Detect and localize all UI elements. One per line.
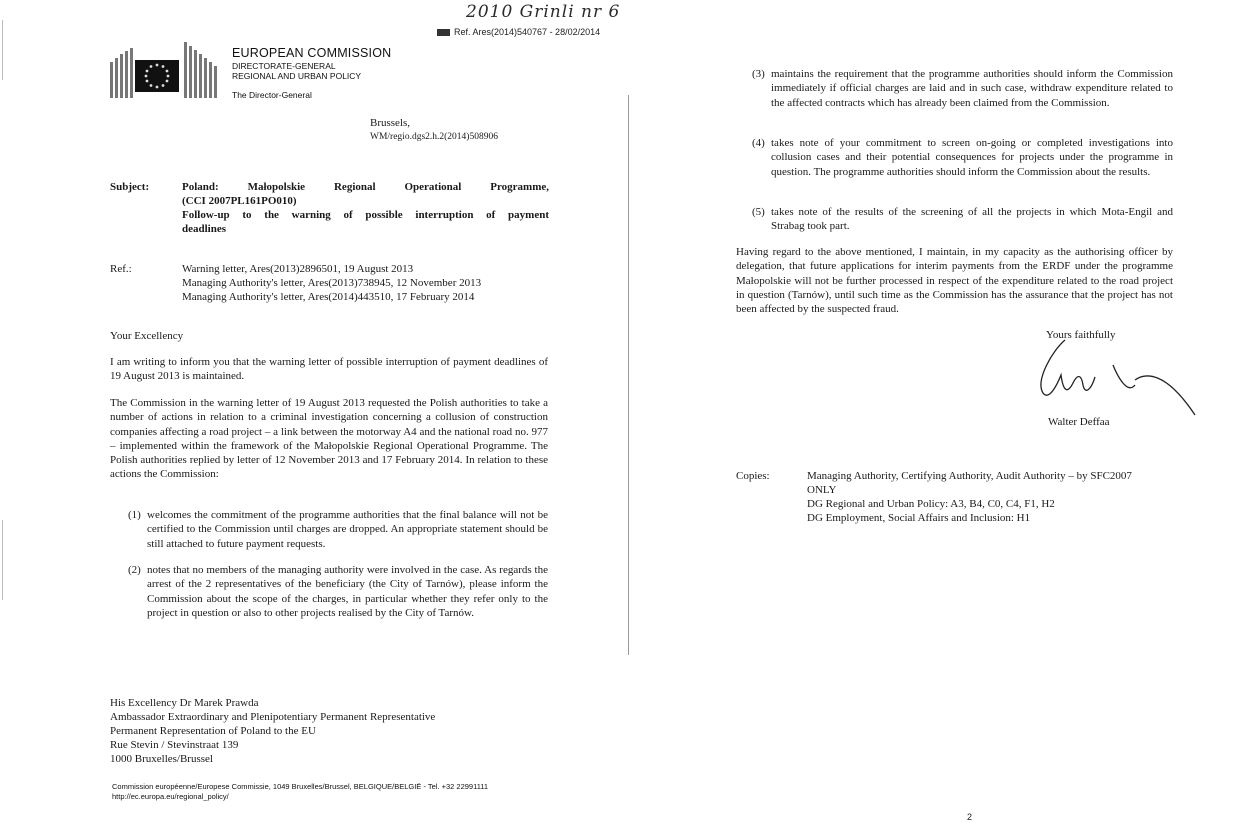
- internal-reference: WM/regio.dgs2.h.2(2014)508906: [370, 132, 498, 142]
- item-number: (1): [128, 509, 141, 521]
- item-text: takes note of your commitment to screen on-going or completed investigations into collusion cases and their potential consequences for projects under the programme in question. The programme authorities should inform the Commission about the results.: [771, 137, 1173, 178]
- item-text: takes note of the results of the screening of all the projects in which Mota-Engil and Strabag took part.: [771, 206, 1173, 233]
- addressee-line: Ambassador Extraordinary and Plenipotentiary Permanent Representative: [110, 711, 436, 723]
- page-divider: [628, 95, 629, 655]
- addressee-line: Permanent Representation of Poland to the EU: [110, 725, 316, 737]
- signoff: Yours faithfully: [1046, 329, 1116, 341]
- closing-paragraph: Having regard to the above mentioned, I maintain, in my capacity as the authorising officer by delegation, that future applications for interim payments from the ERDF under the programme Małopolskie will not be further processed in respect of the expenditure related to the road project in question (Tarnów), until such time as the Commission has the assurance that the project has not been affected by the suspected fraud.: [736, 246, 1173, 316]
- item-number: (3): [752, 68, 765, 80]
- ref-label: Ref.:: [110, 263, 132, 275]
- footer-address: Commission européenne/Europese Commissie, 1049 Bruxelles/Brussel, BELGIQUE/BELGIË - Tel. +32 22991111: [112, 782, 489, 791]
- handwritten-signature: [1035, 335, 1205, 420]
- ares-reference: [437, 27, 600, 37]
- item-text: maintains the requirement that the programme authorities should inform the Commission immediately if official charges are laid and in such case, withdraw expenditure related to the affected contracts which has already been claimed from the Commission.: [771, 68, 1173, 109]
- subject-line-2: (CCI 2007PL161PO010): [182, 195, 297, 207]
- ref-item: Managing Authority's letter, Ares(2014)443510, 17 February 2014: [182, 291, 475, 303]
- place: Brussels,: [370, 117, 411, 129]
- letter-page-2: [632, 0, 1259, 840]
- european-commission-logo: [110, 42, 220, 100]
- ref-item: Warning letter, Ares(2013)2896501, 19 August 2013: [182, 263, 414, 275]
- ares-reference-text: Ref. Ares(2014)540767 - 28/02/2014: [454, 27, 601, 37]
- paragraph-maintained: I am writing to inform you that the warning letter of possible interruption of payment deadlines of 19 August 2013 is maintained.: [110, 356, 548, 383]
- addressee-line: Rue Stevin / Stevinstraat 139: [110, 739, 239, 751]
- page-number: 2: [967, 812, 973, 822]
- subject-line-4: deadlines: [182, 223, 227, 235]
- subject-label: Subject:: [110, 181, 150, 193]
- copies-line: DG Regional and Urban Policy: A3, B4, C0, C4, F1, H2: [807, 498, 1055, 510]
- item-text: welcomes the commitment of the programme authorities that the final balance will not be certified to the Commission until charges are dropped. An appropriate statement should be still attached to future payment requests.: [147, 509, 548, 550]
- subject-line-3: Follow-up to the warning of possible interruption of payment: [182, 209, 549, 221]
- handwritten-note: 2010 Grinli nr 6: [466, 2, 621, 22]
- paragraph-background: The Commission in the warning letter of 19 August 2013 requested the Polish authorities to take a number of actions in relation to a criminal investigation concerning a collusion of construction companies affecting a road project – a link between the motorway A4 and the national road no. 977 – implemented within the framework of the Małopolskie Regional Operational Programme. The Polish authorities replied by letter of 12 November 2013 and 17 February 2014. In relation to these actions the Commission:: [110, 397, 548, 481]
- signatory-name: Walter Deffaa: [1048, 416, 1110, 428]
- copies-line: Managing Authority, Certifying Authority, Audit Authority – by SFC2007: [807, 470, 1132, 482]
- barcode-icon: [437, 29, 450, 36]
- item-number: (5): [752, 206, 765, 218]
- organization-name: EUROPEAN COMMISSION: [232, 46, 392, 60]
- item-text: notes that no members of the managing authority were involved in the case. As regards the arrest of the 2 representatives of the beneficiary (the City of Tarnów), please inform the Commission about the scope of the charges, in particular whether they refer only to the project in question or also to other projects realised by the City of Tarnów.: [147, 564, 548, 619]
- copies-line: DG Employment, Social Affairs and Inclusion: H1: [807, 512, 1031, 524]
- footer-url: http://ec.europa.eu/regional_policy/: [112, 792, 229, 801]
- dg-line-2: REGIONAL AND URBAN POLICY: [232, 71, 362, 81]
- item-number: (2): [128, 564, 141, 576]
- letter-page-1: [0, 0, 628, 840]
- copies-line: ONLY: [807, 484, 837, 496]
- dg-line-1: DIRECTORATE-GENERAL: [232, 61, 336, 71]
- subject-line-1: Poland: Małopolskie Regional Operational Programme,: [182, 181, 549, 193]
- item-number: (4): [752, 137, 765, 149]
- ref-item: Managing Authority's letter, Ares(2013)738945, 12 November 2013: [182, 277, 482, 289]
- salutation: Your Excellency: [110, 330, 184, 342]
- director-general-label: The Director-General: [232, 90, 312, 100]
- addressee-line: 1000 Bruxelles/Brussel: [110, 753, 213, 765]
- addressee-line: His Excellency Dr Marek Prawda: [110, 697, 259, 709]
- copies-label: Copies:: [736, 470, 770, 482]
